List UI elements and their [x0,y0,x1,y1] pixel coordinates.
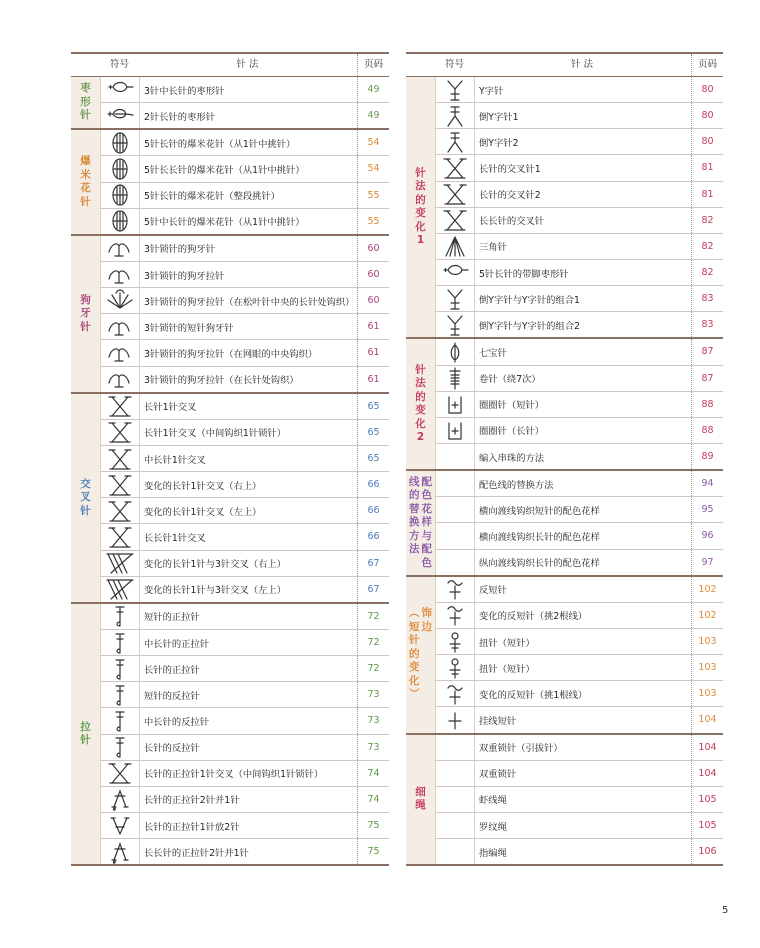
category-label: 针 法 的 变 化 2 [406,339,435,469]
triangle-stitch-icon [435,234,475,259]
technique-name: 罗纹绳 [479,821,507,833]
table-row [435,392,723,418]
page-reference: 73 [357,682,389,707]
table-row [435,761,723,787]
page-reference: 104 [691,707,723,732]
reverse-sc-icon [435,577,475,602]
table-row [435,471,723,497]
table-row [100,708,389,734]
symbol-cell [435,497,475,522]
page-reference: 61 [357,314,389,339]
technique-name: 长针1针交叉（中间钩织1针锁针） [144,428,286,440]
table-row [435,839,723,864]
symbol-cell [435,550,475,575]
category-group [71,394,389,604]
twisted-stitch-icon [435,655,475,680]
table-row [100,183,389,209]
picot-icon [100,314,140,339]
technique-name: 中长针的正拉针 [144,638,210,650]
technique-name: 3针锁针的狗牙拉针（在长针处钩织） [144,375,299,387]
page-column-header: 页码 [357,54,389,76]
technique-name: 倒Y字针1 [479,111,519,123]
technique-name: 短针的正拉针 [144,612,200,624]
category-label: 拉 针 [71,604,100,864]
cross-stitch-icon [100,761,140,786]
technique-name: 5针长针的爆米花针（整段挑针） [144,191,281,203]
technique-name: 长针的交叉针2 [479,190,541,202]
table-row [435,813,723,839]
symbol-column-header: 符号 [109,59,129,70]
table-row [435,77,723,103]
technique-column-header: 针 法 [570,59,594,70]
technique-column-header: 针 法 [236,59,259,70]
category-group [71,604,389,864]
cross-stitch-icon [100,524,140,549]
table-row [435,234,723,260]
technique-name: 中长针的反拉针 [144,716,210,728]
table-row [100,236,389,262]
table-row [435,550,723,575]
cross-stitch-icon [100,394,140,419]
technique-name: 长针的正拉针 [144,664,200,676]
page-reference: 61 [357,340,389,365]
table-row [435,260,723,286]
category-label: 饰 边 ︵ 短 针 的 变 化 ︶ [406,577,435,733]
page-reference: 105 [691,813,723,838]
technique-name: 长针的正拉针2针并1针 [144,795,240,807]
technique-name: 扭针（短针） [479,637,535,649]
technique-name: 3针中长针的枣形针 [144,85,225,97]
wide-cross-icon [100,551,140,576]
page-reference: 95 [691,497,723,522]
page-reference: 49 [357,103,389,128]
cross-stitch-icon [100,420,140,445]
table-row [435,103,723,129]
inverted-y-icon [435,103,475,128]
table-header [406,54,723,77]
table-row [100,314,389,340]
table-header [71,54,389,77]
technique-name: 中长针1针交叉 [144,454,206,466]
technique-name: 5针长长针的爆米花针（从1针中挑针） [144,164,305,176]
page-reference: 54 [357,156,389,181]
popcorn-stitch-icon [100,209,140,234]
table-row [435,497,723,523]
table-row [100,498,389,524]
table-row [100,735,389,761]
technique-name: 变化的反短针（挑1根线） [479,689,588,701]
page-reference: 87 [691,339,723,364]
category-group [406,471,723,577]
page-reference: 80 [691,129,723,154]
page-reference: 65 [357,420,389,445]
symbol-cell [435,523,475,548]
page-reference: 80 [691,103,723,128]
page-reference: 73 [357,735,389,760]
symbol-column-header: 符号 [444,59,464,70]
technique-name: 变化的长针1针交叉（右上） [144,480,262,492]
popcorn-stitch-icon [100,156,140,181]
y-stitch-icon [435,312,475,337]
page-reference: 72 [357,630,389,655]
table-row [100,156,389,182]
table-row [435,418,723,444]
symbol-cell [435,787,475,812]
decrease-icon [100,787,140,812]
category-group [71,236,389,394]
stitch-index-table-left [71,52,389,866]
technique-name: 虾线绳 [479,795,507,807]
post-stitch-icon [100,682,140,707]
page-reference: 73 [357,708,389,733]
technique-name: 倒Y字针与Y字针的组合2 [479,320,580,332]
page-reference: 75 [357,813,389,838]
page-reference: 103 [691,655,723,680]
page-reference: 55 [357,209,389,234]
category-label: 细 绳 [406,735,435,865]
page-reference: 75 [357,839,389,864]
picot-icon [100,236,140,261]
technique-name: 长长针的交叉针 [479,216,545,228]
increase-icon [100,813,140,838]
picot-icon [100,340,140,365]
page-reference: 102 [691,577,723,602]
page-reference: 94 [691,471,723,496]
technique-name: 5针中长针的爆米花针（从1针中挑针） [144,217,305,229]
post-stitch-icon [100,735,140,760]
page-reference: 103 [691,681,723,706]
page-reference: 102 [691,603,723,628]
technique-name: 横向渡线钩织短针的配色花样 [479,505,600,517]
category-groups [406,77,723,864]
cross-stitch-icon [100,446,140,471]
table-row [100,524,389,550]
technique-name: 变化的长针1针与3针交叉（右上） [144,559,286,571]
table-row [100,340,389,366]
puff-stitch-icon [435,260,475,285]
technique-name: Y字针 [479,85,504,97]
category-label: 针 法 的 变 化 1 [406,77,435,337]
technique-name: 3针锁针的狗牙针 [144,244,215,256]
shell-picot-icon [100,288,140,313]
page-reference: 66 [357,524,389,549]
page-reference: 97 [691,550,723,575]
technique-name: 长针1针交叉 [144,402,197,414]
table-row [435,655,723,681]
page-reference: 87 [691,366,723,391]
symbol-cell [435,444,475,469]
cross-stitch-icon [435,155,475,180]
technique-name: 长长针1针交叉 [144,532,206,544]
table-row [100,630,389,656]
page-reference: 104 [691,735,723,760]
bobble-stitch-icon [100,103,140,128]
technique-name: 3针锁针的短针狗牙针 [144,322,234,334]
technique-name: 长针的交叉针1 [479,163,541,175]
table-row [100,262,389,288]
table-row [100,682,389,708]
page-reference: 61 [357,367,389,392]
technique-name: 3针锁针的狗牙拉针（在网眼的中央钩织） [144,348,318,360]
category-label: 配 色 花 样 与 配 色 线 的 替 换 方 法 [406,471,435,575]
table-row [100,446,389,472]
table-row [100,839,389,864]
table-row [100,656,389,682]
page-reference: 80 [691,77,723,102]
technique-name: 长针的正拉针1针放2针 [144,821,240,833]
page-column-header: 页码 [691,54,723,76]
technique-name: 横向渡线钩织长针的配色花样 [479,531,600,543]
technique-name: 长长针的正拉针2针并1针 [144,847,249,859]
page-reference: 66 [357,472,389,497]
page-reference: 82 [691,260,723,285]
table-row [435,707,723,732]
table-row [435,366,723,392]
category-label: 交 叉 针 [71,394,100,602]
inverted-y-icon [435,129,475,154]
category-group [406,77,723,339]
technique-name: 编入串珠的方法 [479,452,545,464]
technique-name: 变化的长针1针交叉（左上） [144,506,262,518]
page-reference: 82 [691,208,723,233]
table-row [435,155,723,181]
page-reference: 88 [691,392,723,417]
table-row [435,681,723,707]
page-reference: 83 [691,286,723,311]
technique-name: 双重锁针（引拔针） [479,743,563,755]
category-group [71,77,389,130]
technique-name: 长针的反拉针 [144,743,200,755]
technique-name: 挂线短针 [479,715,517,727]
reverse-sc-icon [435,681,475,706]
symbol-cell [435,839,475,864]
puff-stitch-icon [100,77,140,102]
single-crochet-icon [435,707,475,732]
technique-name: 5针长针的带脚枣形针 [479,268,569,280]
category-group [71,130,389,236]
page-reference: 89 [691,444,723,469]
technique-name: 指编绳 [479,847,507,859]
page-reference: 83 [691,312,723,337]
page-reference: 105 [691,787,723,812]
page-reference: 65 [357,446,389,471]
table-row [435,577,723,603]
picot-icon [100,367,140,392]
page-reference: 103 [691,629,723,654]
post-stitch-icon [100,630,140,655]
cross-stitch-icon [100,472,140,497]
loop-stitch-icon [435,392,475,417]
table-row [435,182,723,208]
page-reference: 81 [691,182,723,207]
technique-name: 纵向渡线钩织长针的配色花样 [479,558,600,570]
table-row [435,629,723,655]
symbol-cell [435,471,475,496]
technique-name: 5针长针的爆米花针（从1针中挑针） [144,138,296,150]
symbol-cell [435,761,475,786]
table-row [100,761,389,787]
category-groups [71,77,389,864]
symbol-cell [435,735,475,760]
stitch-index-table-right [406,52,723,866]
table-row [435,208,723,234]
category-label: 狗 牙 针 [71,236,100,392]
technique-name: 卷针（绕7次） [479,374,541,386]
reverse-sc-icon [435,603,475,628]
table-row [435,603,723,629]
technique-name: 扭针（短针） [479,663,535,675]
picot-icon [100,262,140,287]
page-reference: 104 [691,761,723,786]
technique-name: 圈圈针（长针） [479,426,545,438]
page-reference: 67 [357,551,389,576]
technique-name: 变化的长针1针与3针交叉（左上） [144,585,286,597]
table-row [100,420,389,446]
table-row [100,787,389,813]
page-reference: 54 [357,130,389,155]
wide-cross-icon [100,577,140,602]
category-label: 枣 形 针 [71,77,100,128]
table-row [100,77,389,103]
technique-name: 长针的正拉针1针交叉（中间钩织1针锁针） [144,769,324,781]
cross-stitch-icon [435,182,475,207]
loop-stitch-icon [435,418,475,443]
page-reference: 60 [357,262,389,287]
table-row [100,813,389,839]
y-stitch-icon [435,77,475,102]
popcorn-stitch-icon [100,130,140,155]
table-row [435,312,723,337]
table-row [100,472,389,498]
page-reference: 82 [691,234,723,259]
table-row [435,735,723,761]
table-row [100,209,389,234]
table-row [435,523,723,549]
page-reference: 67 [357,577,389,602]
table-row [100,577,389,602]
technique-name: 短针的反拉针 [144,690,200,702]
page-reference: 60 [357,236,389,261]
popcorn-stitch-icon [100,183,140,208]
technique-name: 3针锁针的狗牙拉针（在松叶针中央的长针处钩织） [144,296,355,308]
post-stitch-icon [100,708,140,733]
page-reference: 106 [691,839,723,864]
page-reference: 55 [357,183,389,208]
post-stitch-icon [100,604,140,629]
page-reference: 72 [357,604,389,629]
twisted-stitch-icon [435,629,475,654]
page-reference: 65 [357,394,389,419]
page-reference: 74 [357,761,389,786]
table-row [100,130,389,156]
technique-name: 反短针 [479,585,507,597]
technique-name: 3针锁针的狗牙拉针 [144,270,225,282]
y-stitch-icon [435,286,475,311]
technique-name: 双重锁针 [479,769,517,781]
page-reference: 81 [691,155,723,180]
page-reference: 88 [691,418,723,443]
page-reference: 66 [357,498,389,523]
post-stitch-icon [100,656,140,681]
category-group [406,339,723,471]
category-group [406,577,723,735]
table-row [100,367,389,392]
page-reference: 49 [357,77,389,102]
cross-stitch-icon [435,208,475,233]
symbol-cell [435,813,475,838]
technique-name: 2针长针的枣形针 [144,111,215,123]
table-row [435,286,723,312]
page-reference: 96 [691,523,723,548]
table-row [435,129,723,155]
table-row [435,787,723,813]
technique-name: 倒Y字针2 [479,137,519,149]
table-row [100,604,389,630]
table-row [100,288,389,314]
page-number: 5 [722,905,729,916]
technique-name: 三角针 [479,242,507,254]
table-row [100,551,389,577]
roll-stitch-icon [435,366,475,391]
technique-name: 圈圈针（短针） [479,400,545,412]
page-reference: 60 [357,288,389,313]
page-reference: 74 [357,787,389,812]
table-row [100,103,389,128]
technique-name: 配色线的替换方法 [479,479,554,491]
table-row [435,444,723,469]
page-reference: 72 [357,656,389,681]
table-row [435,339,723,365]
technique-name: 倒Y字针与Y字针的组合1 [479,294,580,306]
category-group [406,735,723,865]
category-label: 爆 米 花 针 [71,130,100,234]
table-row [100,394,389,420]
decrease-icon [100,839,140,864]
technique-name: 七宝针 [479,347,507,359]
technique-name: 变化的反短针（挑2根线） [479,611,588,623]
lovers-knot-icon [435,339,475,364]
cross-stitch-icon [100,498,140,523]
